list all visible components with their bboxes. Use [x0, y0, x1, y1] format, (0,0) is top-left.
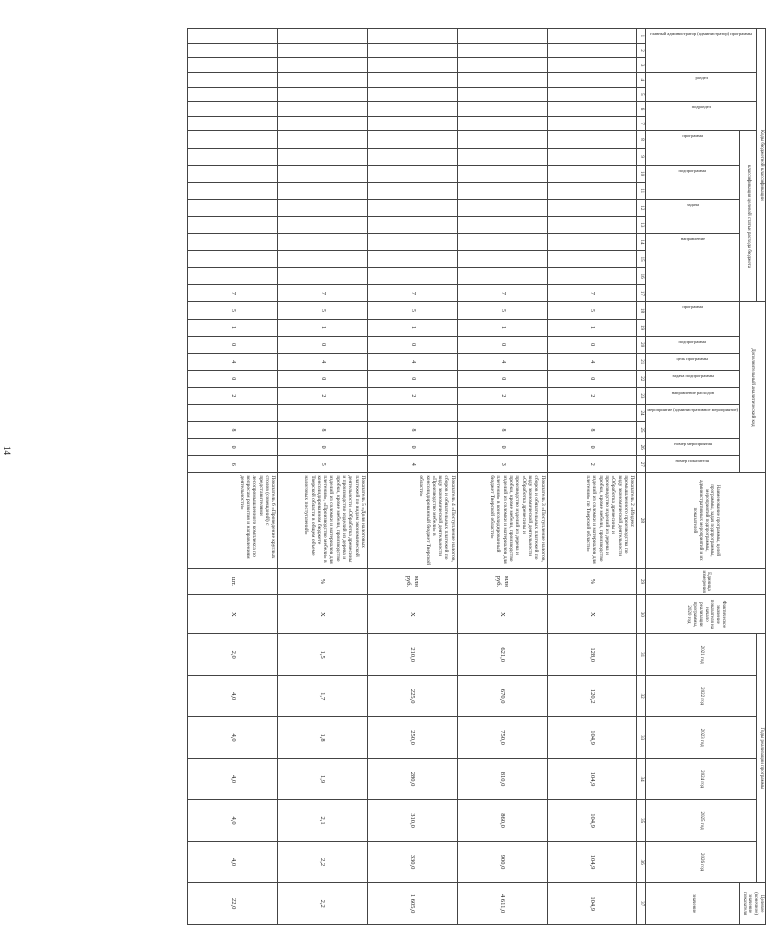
- kbk-cell: [547, 29, 637, 44]
- kbk-cell: [188, 87, 278, 102]
- column-index-cell: 26: [637, 439, 646, 456]
- year-2025-header: 2025 год: [646, 800, 757, 841]
- column-index-cell: 16: [637, 268, 646, 285]
- year-value-cell: 750,0: [457, 717, 547, 758]
- year-value-cell: 4,0: [188, 675, 278, 716]
- column-index-cell: 10: [637, 165, 646, 182]
- code-cell: [547, 404, 637, 421]
- name-header: Наименование программы, целей программы, задач подпрограммы, мероприятий подпрограммы, административных мероприятий и их показателей: [646, 473, 766, 568]
- kbk-cell: [278, 102, 368, 117]
- year-2023-header: 2023 год: [646, 717, 757, 758]
- code-cell: 0: [457, 439, 547, 456]
- years-group-header: Годы реализации программы: [757, 634, 766, 883]
- column-index-cell: 15: [637, 251, 646, 268]
- target-header: Целевое (конечное) значение показателя: [740, 883, 766, 925]
- year-value-cell: 210,0: [368, 634, 458, 675]
- code-cell: 8: [457, 421, 547, 438]
- column-index-cell: 18: [637, 302, 646, 319]
- code-cell: 5: [188, 302, 278, 319]
- year-value-cell: 104,9: [547, 717, 637, 758]
- kbk-cell: [278, 87, 368, 102]
- fact-cell: Х: [368, 595, 458, 634]
- column-index-cell: 4: [637, 72, 646, 87]
- code-cell: 0: [547, 439, 637, 456]
- kbk-cell: [457, 29, 547, 44]
- kbk-cell: [188, 216, 278, 233]
- year-value-cell: 104,9: [547, 841, 637, 883]
- kbk-cell: [547, 87, 637, 102]
- code-cell: 0: [368, 370, 458, 387]
- kbk-cell: [278, 72, 368, 87]
- code-cell: 1: [278, 319, 368, 336]
- code-cell: 2: [278, 387, 368, 404]
- kbk-cell: [547, 148, 637, 165]
- year-2022-header: 2022 год: [646, 675, 757, 716]
- kbk-cell: [188, 182, 278, 199]
- kbk-cell: [368, 182, 458, 199]
- column-index-cell: 24: [637, 404, 646, 421]
- kbk-cell: [457, 72, 547, 87]
- year-value-cell: 250,0: [368, 717, 458, 758]
- kbk-cell: [188, 165, 278, 182]
- admin-code-header: главный администратор (администратор) программы: [646, 29, 757, 73]
- kbk-cell: [188, 58, 278, 73]
- column-index-cell: 17: [637, 285, 646, 302]
- kbk-cell: [368, 131, 458, 148]
- kbk-cell: [547, 43, 637, 58]
- kbk-cell: [457, 43, 547, 58]
- column-index-cell: 7: [637, 116, 646, 131]
- kbk-cell: [278, 199, 368, 216]
- code-cell: 0: [278, 370, 368, 387]
- kbk-cell: [368, 199, 458, 216]
- unit-cell: млн руб.: [368, 568, 458, 595]
- kbk-cell: [188, 268, 278, 285]
- code-cell: 4: [368, 456, 458, 473]
- code-cell: 5: [278, 456, 368, 473]
- subsection-header: подраздел: [646, 102, 757, 131]
- table-row: [547, 29, 637, 925]
- kbk-cell: [457, 131, 547, 148]
- d-goal-header: цель программы: [646, 353, 740, 370]
- code-cell: 1: [457, 319, 547, 336]
- year-value-cell: 4,0: [188, 717, 278, 758]
- unit-cell: %: [278, 568, 368, 595]
- kbk-cell: [368, 165, 458, 182]
- code-cell: 0: [278, 336, 368, 353]
- code-cell: 7: [547, 285, 637, 302]
- column-index-cell: 9: [637, 148, 646, 165]
- code-cell: 7: [368, 285, 458, 302]
- target-value-cell: 4 611,0: [457, 883, 547, 925]
- kbk-cell: [278, 58, 368, 73]
- code-cell: 4: [368, 353, 458, 370]
- kbk-cell: [457, 87, 547, 102]
- fact-cell: Х: [278, 595, 368, 634]
- csr-header: классификация целевой статьи расхода бюджета: [740, 131, 757, 302]
- code-cell: 0: [368, 439, 458, 456]
- column-index-cell: 8: [637, 131, 646, 148]
- csr-program-header: программа: [646, 131, 740, 165]
- column-index-cell: 12: [637, 199, 646, 216]
- column-index-cell: 11: [637, 182, 646, 199]
- code-cell: 0: [188, 336, 278, 353]
- kbk-cell: [188, 29, 278, 44]
- code-cell: 8: [547, 421, 637, 438]
- year-value-cell: 900,0: [457, 841, 547, 883]
- kbk-cell: [188, 148, 278, 165]
- year-value-cell: 120,2: [547, 675, 637, 716]
- d-task-header: задача подпрограммы: [646, 370, 740, 387]
- code-cell: 7: [278, 285, 368, 302]
- column-index-cell: 19: [637, 319, 646, 336]
- code-cell: [278, 404, 368, 421]
- code-cell: 1: [188, 319, 278, 336]
- code-cell: [457, 404, 547, 421]
- column-index-cell: 14: [637, 233, 646, 250]
- kbk-cell: [547, 72, 637, 87]
- year-value-cell: 621,0: [457, 634, 547, 675]
- kbk-cell: [278, 131, 368, 148]
- code-cell: 5: [547, 302, 637, 319]
- code-cell: 0: [547, 336, 637, 353]
- year-value-cell: 310,0: [368, 800, 458, 841]
- kbk-cell: [457, 251, 547, 268]
- kbk-cell: [368, 58, 458, 73]
- program-indicators-table: [188, 28, 766, 925]
- code-cell: 2: [547, 456, 637, 473]
- column-index-cell: 23: [637, 387, 646, 404]
- code-cell: [368, 404, 458, 421]
- kbk-cell: [547, 131, 637, 148]
- code-cell: 2: [457, 387, 547, 404]
- kbk-cell: [368, 116, 458, 131]
- target-value-cell: 104,9: [547, 883, 637, 925]
- target-value-cell: 1 605,0: [368, 883, 458, 925]
- kbk-cell: [188, 116, 278, 131]
- code-cell: 0: [368, 336, 458, 353]
- column-index-cell: 25: [637, 421, 646, 438]
- fact-cell: Х: [457, 595, 547, 634]
- kbk-cell: [457, 116, 547, 131]
- year-value-cell: 225,0: [368, 675, 458, 716]
- column-index-row: [637, 29, 646, 925]
- year-value-cell: 1,9: [278, 758, 368, 799]
- year-2024-header: 2024 год: [646, 758, 757, 799]
- kbk-cell: [547, 233, 637, 250]
- kbk-cell: [278, 251, 368, 268]
- table-row: [278, 29, 368, 925]
- year-value-cell: 4,0: [188, 758, 278, 799]
- fact-cell: Х: [547, 595, 637, 634]
- program-indicators-table-sheet: [196, 28, 766, 925]
- year-value-cell: 2,1: [278, 800, 368, 841]
- target-value-cell: 2,2: [278, 883, 368, 925]
- kbk-cell: [368, 87, 458, 102]
- extra-code-header: Дополнительный аналитический код: [740, 302, 766, 473]
- kbk-cell: [457, 268, 547, 285]
- fact-header: Фактическое значение показателя на начало реализации программы, 2020 год: [646, 595, 766, 634]
- year-value-cell: 330,0: [368, 841, 458, 883]
- indicator-description: Показатель 4 «Поступление налогов, сборов и обязательных платежей по виду экономической деятельности «Производство мебели» в консолидированный бюджет Тверской области»: [368, 473, 458, 568]
- code-cell: 0: [457, 370, 547, 387]
- year-value-cell: 4,0: [188, 800, 278, 841]
- kbk-cell: [368, 216, 458, 233]
- kbk-cell: [547, 102, 637, 117]
- d-measure-header: мероприятие (административное мероприятие): [646, 404, 740, 438]
- kbk-cell: [457, 58, 547, 73]
- column-index-cell: 32: [637, 675, 646, 716]
- d-number-header: номер мероприятия: [646, 439, 740, 456]
- column-index-cell: 34: [637, 758, 646, 799]
- year-value-cell: 128,0: [547, 634, 637, 675]
- code-cell: 0: [457, 336, 547, 353]
- kbk-cell: [278, 116, 368, 131]
- fact-cell: Х: [188, 595, 278, 634]
- table-row: [368, 29, 458, 925]
- code-cell: 0: [188, 370, 278, 387]
- year-value-cell: 2,0: [188, 634, 278, 675]
- code-cell: 4: [188, 353, 278, 370]
- year-value-cell: 104,9: [547, 758, 637, 799]
- kbk-cell: [278, 233, 368, 250]
- d-direction-header: направление расходов: [646, 387, 740, 404]
- code-cell: 2: [188, 387, 278, 404]
- year-value-cell: 280,0: [368, 758, 458, 799]
- kbk-cell: [368, 43, 458, 58]
- kbk-cell: [547, 58, 637, 73]
- code-cell: 8: [368, 421, 458, 438]
- kbk-cell: [547, 251, 637, 268]
- code-cell: 2: [368, 387, 458, 404]
- code-cell: 7: [457, 285, 547, 302]
- code-cell: 4: [278, 353, 368, 370]
- target-value-header: значение: [646, 883, 740, 925]
- code-cell: 5: [368, 302, 458, 319]
- kbk-cell: [278, 29, 368, 44]
- csr-task-header: задача: [646, 199, 740, 233]
- year-value-cell: 810,0: [457, 758, 547, 799]
- code-cell: 1: [547, 319, 637, 336]
- kbk-cell: [368, 251, 458, 268]
- kbk-cell: [547, 165, 637, 182]
- kbk-cell: [188, 199, 278, 216]
- year-value-cell: 104,9: [547, 800, 637, 841]
- column-index-cell: 20: [637, 336, 646, 353]
- kbk-cell: [457, 102, 547, 117]
- table-row: [457, 29, 547, 925]
- kbk-cell: [547, 268, 637, 285]
- code-cell: [188, 404, 278, 421]
- code-cell: 4: [547, 353, 637, 370]
- csr-subprogram-header: подпрограмма: [646, 165, 740, 199]
- column-index-cell: 37: [637, 883, 646, 925]
- code-cell: 8: [278, 421, 368, 438]
- kbk-cell: [188, 102, 278, 117]
- target-value-cell: 22,0: [188, 883, 278, 925]
- kbk-cell: [278, 268, 368, 285]
- year-2021-header: 2021 год: [646, 634, 757, 675]
- indicator-description: Показатель 3 «Поступление налогов, сборов и обязательных платежей по виду экономической деятельности «Обработка древесины и производство изделий из дерева и пробки, кроме мебели, производство изделий из соломки и материалов для плетения» в консолидированный бюджет Тверской области»: [457, 473, 547, 568]
- column-index-cell: 35: [637, 800, 646, 841]
- kbk-cell: [547, 216, 637, 233]
- kbk-cell: [368, 233, 458, 250]
- column-index-cell: 2: [637, 43, 646, 58]
- kbk-cell: [457, 216, 547, 233]
- column-index-cell: 30: [637, 595, 646, 634]
- column-index-cell: 3: [637, 58, 646, 73]
- code-cell: 5: [457, 302, 547, 319]
- column-index-cell: 33: [637, 717, 646, 758]
- code-cell: 2: [547, 387, 637, 404]
- indicator-description: Показатель 6 «Проведение круглых столов (совещаний) с представителями лесопромышленного комплекса по вопросам развития и направлениям деятельности»: [188, 473, 278, 568]
- kbk-cell: [547, 116, 637, 131]
- kbk-cell: [188, 72, 278, 87]
- unit-cell: %: [547, 568, 637, 595]
- year-value-cell: 1,8: [278, 717, 368, 758]
- kbk-header: Коды бюджетной классификации: [757, 29, 766, 302]
- column-index-cell: 21: [637, 353, 646, 370]
- kbk-cell: [368, 268, 458, 285]
- column-index-cell: 29: [637, 568, 646, 595]
- kbk-cell: [457, 233, 547, 250]
- kbk-cell: [368, 29, 458, 44]
- code-cell: 7: [188, 285, 278, 302]
- kbk-cell: [457, 199, 547, 216]
- code-cell: 0: [188, 439, 278, 456]
- section-header: раздел: [646, 72, 757, 101]
- year-value-cell: 1,5: [278, 634, 368, 675]
- column-index-cell: 36: [637, 841, 646, 883]
- kbk-cell: [547, 182, 637, 199]
- column-index-cell: 13: [637, 216, 646, 233]
- kbk-cell: [547, 199, 637, 216]
- column-index-cell: 6: [637, 102, 646, 117]
- kbk-cell: [188, 131, 278, 148]
- page-number: 14: [2, 446, 12, 455]
- kbk-cell: [278, 148, 368, 165]
- column-index-cell: 1: [637, 29, 646, 44]
- code-cell: 8: [188, 421, 278, 438]
- kbk-cell: [278, 182, 368, 199]
- kbk-cell: [278, 216, 368, 233]
- kbk-cell: [368, 148, 458, 165]
- kbk-cell: [278, 165, 368, 182]
- d-subprogram-header: подпрограмма: [646, 336, 740, 353]
- column-index-cell: 31: [637, 634, 646, 675]
- column-index-cell: 27: [637, 456, 646, 473]
- code-cell: 3: [457, 456, 547, 473]
- csr-direction-header: направление: [646, 233, 740, 301]
- kbk-cell: [457, 148, 547, 165]
- kbk-cell: [278, 43, 368, 58]
- indicator-description: Показатель 5 «Доля налоговых платежей по видам экономической деятельности «Обработка древесины и производство изделий из дерева и пробки, кроме мебели, производство изделий из соломки и материалов для плетения», «Производство мебели» в консолидированном бюджете Тверской области в общем объеме налоговых поступлений»: [278, 473, 368, 568]
- unit-cell: млн руб.: [457, 568, 547, 595]
- d-type-header: номер показателя: [646, 456, 740, 473]
- column-index-cell: 22: [637, 370, 646, 387]
- d-program-header: программа: [646, 302, 740, 336]
- kbk-cell: [368, 102, 458, 117]
- year-value-cell: 2,2: [278, 841, 368, 883]
- code-cell: 5: [278, 302, 368, 319]
- code-cell: 6: [188, 456, 278, 473]
- kbk-cell: [188, 43, 278, 58]
- kbk-cell: [188, 233, 278, 250]
- year-value-cell: 4,0: [188, 841, 278, 883]
- unit-header: Единица измерения: [646, 568, 766, 595]
- year-2026-header: 2026 год: [646, 841, 757, 883]
- unit-cell: шт.: [188, 568, 278, 595]
- kbk-cell: [368, 72, 458, 87]
- code-cell: 1: [368, 319, 458, 336]
- table-row: [188, 29, 278, 925]
- year-value-cell: 670,0: [457, 675, 547, 716]
- column-index-cell: 5: [637, 87, 646, 102]
- code-cell: 4: [457, 353, 547, 370]
- year-value-cell: 860,0: [457, 800, 547, 841]
- year-value-cell: 1,7: [278, 675, 368, 716]
- kbk-cell: [457, 182, 547, 199]
- kbk-cell: [457, 165, 547, 182]
- column-index-cell: 28: [637, 473, 646, 568]
- code-cell: 0: [278, 439, 368, 456]
- code-cell: 0: [547, 370, 637, 387]
- kbk-cell: [188, 251, 278, 268]
- indicator-description: Показатель 2 «Индекс промышленного производства по виду экономической деятельности «Обработка древесины и производство изделий из дерева и пробки, кроме мебели, производство изделий из соломки и материалов для плетения» по Тверской области»: [547, 473, 637, 568]
